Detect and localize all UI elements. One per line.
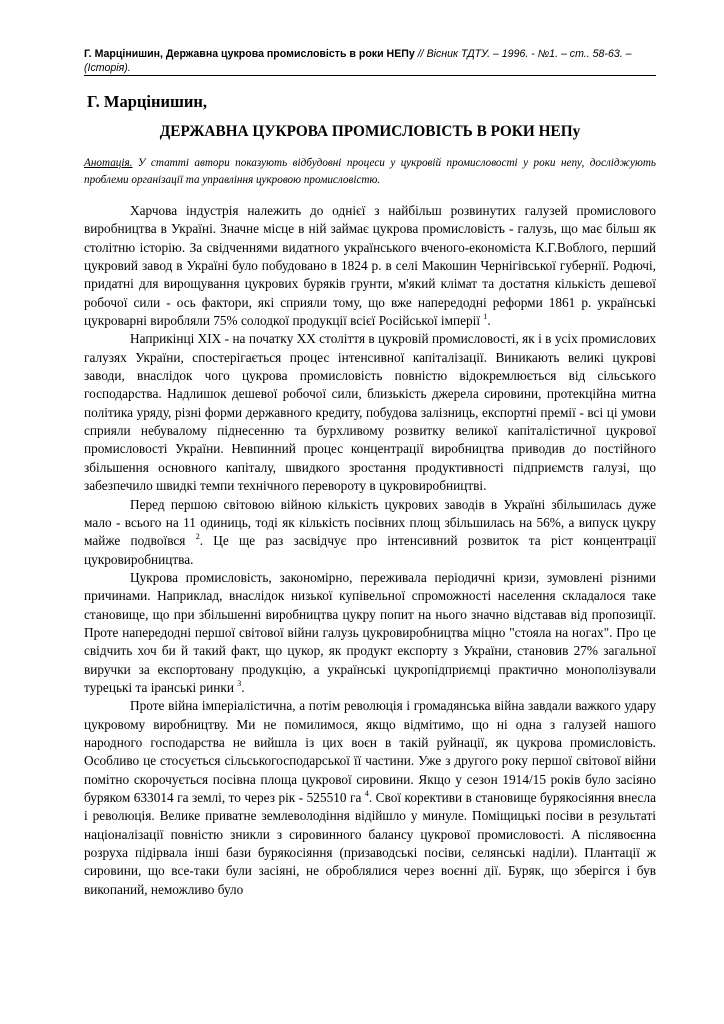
author-name: Г. Марцінишин,: [87, 92, 208, 111]
article-title: ДЕРЖАВНА ЦУКРОВА ПРОМИСЛОВІСТЬ В РОКИ НЕПу: [159, 123, 581, 140]
paragraph-text: Цукрова промисловість, закономірно, переживала періодичні кризи, зумовлені різними причинами. Наприклад, внаслідок низької купівельної спроможності населення складалося таке становище, що при збільшенні виробництва цукру попит на нього значно відставав від пропозиції. Проте напередодні першої світової війни галузь цукровиробництва міцно "стояла на ногах". Про це свідчить хоч би й такий факт, що цукор, як продукт експорту з України, становив 27% загальної виручки за експортовану продукцію, а українські цукропідприємці практично монополізували турецькі та іранські ринки: [84, 569, 656, 695]
paragraph-3: [84, 496, 656, 569]
footnote-ref: 4: [364, 789, 369, 798]
abstract: [84, 155, 656, 189]
paragraph-text: Наприкінці XIX - на початку XX століття в цукровій промисловості, як і в усіх промислових галузях України, спостерігається процес інтенсивної капіталізації. Виникають великі цукрові заводи, внаслідок чого цукрова промисловість повністю відокремлюється від сільського господарства. Надлишок дешевої робочої сили, близькість джерела сировини, протекційна митна політика уряду, різні форми державного кредиту, побудова залізниць, експортні премії - всі ці умови сприяли небувалому піднесенню та бурхливому розвитку великої капіталістичної цукрової промисловості України. Невпинний процес концентрації виробництва приводив до постійного збільшення основного капіталу, швидкого зростання продуктивності підприємств галузі, що забезпечило швидкі темпи технічного перевороту в цукровиробництві.: [84, 331, 656, 494]
paragraph-text: Перед першою світовою війною кількість цукрових заводів в Україні збільшилась дуже мало - всього на 11 одиниць, тоді як кількість посівних площ збільшилась на 56%, а випуск цукру майже подвоївся: [84, 496, 656, 549]
article-body: [84, 202, 656, 899]
paragraph-tail: . Це ще раз засвідчує про інтенсивний розвиток та ріст концентрації цукровиробництва.: [84, 533, 656, 567]
abstract-text: У статті автори показують відбудовні процеси у цукровій промисловості у роки непу, досліджують проблеми організації та управління цукровою промисловістю.: [84, 157, 656, 186]
paragraph-tail: . Свої корективи в становище бурякосіяння внесла і революція. Велике приватне землеволодіння відійшло у минуле. Поміщицькі посіви в результаті націоналізації повністю зникли з сировинного балансу цукрової промисловості. А післявоєнна розруха підірвала інші бази бурякосіяння (призаводські посіви, селянські наділи). Плантації ж сировини, що все-таки були засіяні, не оброблялися через воєнні дії. Буряк, що зберігся і був викопаний, неможливо було: [84, 790, 656, 897]
header-author-title: Г. Марцінишин, Державна цукрова промисловість в роки НЕПу: [84, 48, 415, 60]
paragraph-tail: .: [487, 313, 491, 329]
header-citation: // Вісник ТДТУ. – 1996. - №1. – ст.. 58-63. – (Історія).: [84, 48, 632, 74]
abstract-label: Анотація.: [84, 157, 133, 169]
paragraph-1: [84, 202, 656, 330]
paragraph-5: [84, 697, 656, 899]
paragraph-2: [84, 330, 656, 495]
footnote-ref: 2: [195, 532, 200, 542]
footnote-ref: 1: [483, 312, 488, 322]
paragraph-4: [84, 569, 656, 697]
header-divider: [84, 75, 656, 76]
footnote-ref: 3: [237, 678, 242, 688]
paragraph-text: Харчова індустрія належить до однієї з найбільш розвинутих галузей промислового виробництва в Україні. Значне місце в ній займає цукрова промисловість - галузь, що має більш як столітню історію. За свідченнями видатного українського вченого-економіста К.Г.Воблого, перший цукровий завод в Україні було побудовано в 1824 р. в селі Макошин Чернігівської губернії. Родючі, придатні для вирощування цукрових буряків грунти, м'який клімат та достатня кількість дешевої робочої сили - ось фактори, які сприяли тому, що вже напередодні реформи 1861 р. українські цукроварні виробляли 75% солодкої продукції всієї Російської імперії: [84, 203, 656, 329]
paragraph-tail: .: [241, 679, 245, 695]
running-header: [84, 47, 656, 75]
paragraph-text: Проте війна імперіалістична, а потім революція і громадянська війна завдали важкого удару цукровому виробництву. Ми не помилимося, якщо відмітимо, що ні одна з галузей нашого народного господарства не вийшла із цих воєн в такій руйнації, як цукрова промисловість. Особливо це стосується сільськогосподарської її частини. Уже з другого року першої світової війни помітно скорочується посівна площа цукрової сировини. Якщо у сезон 1914/15 років було засіяно буряком 633014 га землі, то через рік - 525510 га: [84, 698, 656, 805]
